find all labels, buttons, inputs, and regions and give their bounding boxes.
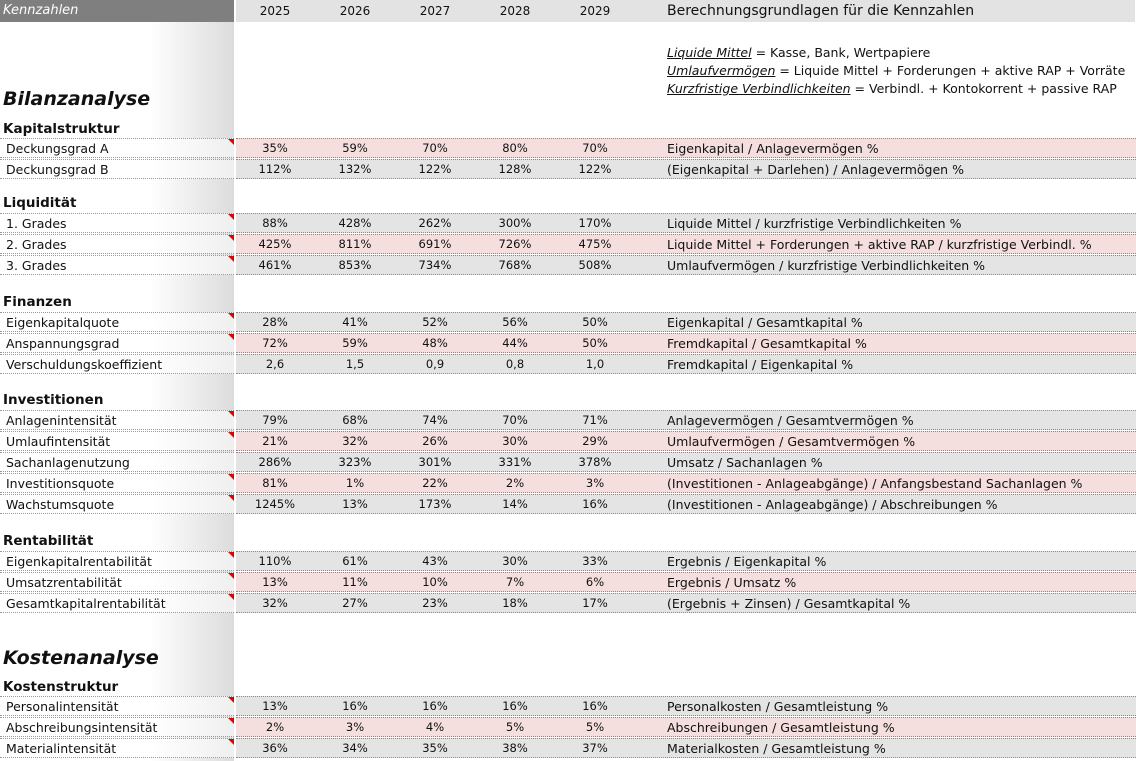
group-rentabilitaet[interactable]: Rentabilität: [3, 533, 94, 549]
row-sachanlagenutzung[interactable]: [0, 452, 1136, 472]
value-cell[interactable]: 2,6: [265, 357, 285, 371]
value-cell[interactable]: 59%: [342, 141, 368, 155]
value-cell[interactable]: 3%: [345, 720, 365, 734]
value-cell[interactable]: 132%: [338, 162, 372, 176]
formula-description[interactable]: Ergebnis / Umsatz %: [667, 575, 797, 590]
value-cell[interactable]: 16%: [582, 699, 608, 713]
comment-marker-icon[interactable]: [228, 495, 234, 501]
value-cell[interactable]: 461%: [258, 258, 292, 272]
value-cell[interactable]: 300%: [498, 216, 532, 230]
value-cell[interactable]: 1245%: [254, 497, 296, 511]
comment-marker-icon[interactable]: [228, 256, 234, 262]
value-cell[interactable]: 112%: [258, 162, 292, 176]
definition-umlaufvermoegen[interactable]: [667, 62, 1125, 80]
row-values: [236, 452, 1136, 472]
row-label[interactable]: Umlaufintensität: [0, 431, 234, 451]
value-cell[interactable]: 13%: [342, 497, 368, 511]
group-kostenstruktur[interactable]: Kostenstruktur: [3, 679, 119, 695]
value-cell[interactable]: 262%: [418, 216, 452, 230]
row-values: [236, 138, 1136, 158]
comment-marker-icon[interactable]: [228, 313, 234, 319]
value-cell[interactable]: 734%: [418, 258, 452, 272]
formula-description[interactable]: Eigenkapital / Gesamtkapital %: [667, 315, 863, 330]
row-label[interactable]: Eigenkapitalrentabilität: [0, 551, 234, 571]
year-header-2028[interactable]: 2028: [499, 4, 531, 18]
row-deckungsgrad-a[interactable]: [0, 138, 1136, 158]
value-cell[interactable]: 4%: [425, 720, 445, 734]
row-wachstumsquote[interactable]: [0, 494, 1136, 514]
row-label[interactable]: Investitionsquote: [0, 473, 234, 493]
value-cell[interactable]: 74%: [422, 413, 448, 427]
row-values: [236, 354, 1136, 374]
value-cell[interactable]: 13%: [262, 699, 288, 713]
definition-text: = Liquide Mittel + Forderungen + aktive RAP + Vorräte: [775, 63, 1126, 78]
formula-description[interactable]: Umsatz / Sachanlagen %: [667, 455, 823, 470]
value-cell[interactable]: 38%: [502, 741, 528, 755]
value-cell[interactable]: 691%: [418, 237, 452, 251]
value-cell[interactable]: 14%: [502, 497, 528, 511]
row-abschreibungsintensitaet[interactable]: [0, 717, 1136, 737]
value-cell[interactable]: 0,9: [425, 357, 445, 371]
value-cell[interactable]: 726%: [498, 237, 532, 251]
value-cell[interactable]: 59%: [342, 336, 368, 350]
row-label[interactable]: Sachanlagenutzung: [0, 452, 234, 472]
row-liquiditaet-3-grades[interactable]: [0, 255, 1136, 275]
value-cell[interactable]: 80%: [502, 141, 528, 155]
value-cell[interactable]: 79%: [262, 413, 288, 427]
definition-term: Umlaufvermögen: [667, 63, 776, 78]
definition-text: = Kasse, Bank, Wertpapiere: [751, 45, 931, 60]
comment-marker-icon[interactable]: [228, 235, 234, 241]
value-cell[interactable]: 11%: [342, 575, 368, 589]
comment-marker-icon[interactable]: [228, 718, 234, 724]
value-cell[interactable]: 72%: [262, 336, 288, 350]
year-header-2029[interactable]: 2029: [579, 4, 611, 18]
value-cell[interactable]: 70%: [422, 141, 448, 155]
value-cell[interactable]: 2%: [505, 476, 525, 490]
definition-term: Liquide Mittel: [667, 45, 752, 60]
row-values: [236, 572, 1136, 592]
value-cell[interactable]: 6%: [585, 575, 605, 589]
value-cell[interactable]: 128%: [498, 162, 532, 176]
value-cell[interactable]: 853%: [338, 258, 372, 272]
row-values: [236, 333, 1136, 353]
row-values: [236, 738, 1136, 758]
value-cell[interactable]: 10%: [422, 575, 448, 589]
value-cell[interactable]: 70%: [502, 413, 528, 427]
value-cell[interactable]: 88%: [262, 216, 288, 230]
value-cell[interactable]: 33%: [582, 554, 608, 568]
comment-marker-icon[interactable]: [228, 594, 234, 600]
value-cell[interactable]: 71%: [582, 413, 608, 427]
row-values: [236, 551, 1136, 571]
row-label[interactable]: Abschreibungsintensität: [0, 717, 234, 737]
value-cell[interactable]: 48%: [422, 336, 448, 350]
value-cell[interactable]: 1,0: [585, 357, 605, 371]
row-values: [236, 494, 1136, 514]
value-cell[interactable]: 13%: [262, 575, 288, 589]
row-umlaufintensitaet[interactable]: [0, 431, 1136, 451]
value-cell[interactable]: 173%: [418, 497, 452, 511]
value-cell[interactable]: 27%: [342, 596, 368, 610]
row-label[interactable]: 2. Grades: [0, 234, 234, 254]
value-cell[interactable]: 44%: [502, 336, 528, 350]
row-label[interactable]: Eigenkapitalquote: [0, 312, 234, 332]
value-cell[interactable]: 34%: [342, 741, 368, 755]
row-liquiditaet-1-grades[interactable]: [0, 213, 1136, 233]
row-values: [236, 213, 1136, 233]
value-cell[interactable]: 18%: [502, 596, 528, 610]
row-values: [236, 410, 1136, 430]
value-cell[interactable]: 5%: [505, 720, 525, 734]
comment-marker-icon[interactable]: [228, 697, 234, 703]
definition-kurzfristige-verbindlichkeiten[interactable]: [667, 80, 1117, 98]
comment-marker-icon[interactable]: [228, 334, 234, 340]
row-label[interactable]: Deckungsgrad B: [0, 159, 234, 179]
formula-description[interactable]: Umlaufvermögen / Gesamtvermögen %: [667, 434, 916, 449]
comment-marker-icon[interactable]: [228, 214, 234, 220]
formula-description[interactable]: Abschreibungen / Gesamtleistung %: [667, 720, 895, 735]
section-kostenanalyse[interactable]: Kostenanalyse: [3, 647, 159, 669]
value-cell[interactable]: 3%: [585, 476, 605, 490]
comment-marker-icon[interactable]: [228, 411, 234, 417]
value-cell[interactable]: 286%: [258, 455, 292, 469]
value-cell[interactable]: 16%: [422, 699, 448, 713]
row-values: [236, 717, 1136, 737]
row-values: [236, 255, 1136, 275]
formula-description[interactable]: Fremdkapital / Eigenkapital %: [667, 357, 854, 372]
value-cell[interactable]: 22%: [422, 476, 448, 490]
row-label[interactable]: Deckungsgrad A: [0, 138, 234, 158]
value-cell[interactable]: 37%: [582, 741, 608, 755]
row-investitionsquote[interactable]: [0, 473, 1136, 493]
value-cell[interactable]: 110%: [258, 554, 292, 568]
value-cell[interactable]: 32%: [262, 596, 288, 610]
row-label[interactable]: Umsatzrentabilität: [0, 572, 234, 592]
sheet-title[interactable]: Kennzahlen: [0, 0, 234, 22]
row-values: [236, 312, 1136, 332]
value-cell[interactable]: 378%: [578, 455, 612, 469]
formula-description[interactable]: Liquide Mittel / kurzfristige Verbindlichkeiten %: [667, 216, 962, 231]
row-values: [236, 431, 1136, 451]
group-kapitalstruktur[interactable]: Kapitalstruktur: [3, 121, 120, 137]
comment-marker-icon[interactable]: [228, 573, 234, 579]
definition-term: Kurzfristige Verbindlichkeiten: [667, 81, 851, 96]
year-header-2027[interactable]: 2027: [419, 4, 451, 18]
row-umsatzrentabilitaet[interactable]: [0, 572, 1136, 592]
value-cell[interactable]: 0,8: [505, 357, 525, 371]
value-cell[interactable]: 16%: [502, 699, 528, 713]
row-anlagenintensitaet[interactable]: [0, 410, 1136, 430]
formula-description[interactable]: Anlagevermögen / Gesamtvermögen %: [667, 413, 914, 428]
value-cell[interactable]: 68%: [342, 413, 368, 427]
formula-description[interactable]: Eigenkapital / Anlagevermögen %: [667, 141, 879, 156]
value-cell[interactable]: 50%: [582, 336, 608, 350]
row-label[interactable]: 1. Grades: [0, 213, 234, 233]
value-cell[interactable]: 811%: [338, 237, 372, 251]
formula-description[interactable]: Fremdkapital / Gesamtkapital %: [667, 336, 867, 351]
row-label[interactable]: Verschuldungskoeffizient: [0, 354, 234, 374]
comment-marker-icon[interactable]: [228, 474, 234, 480]
value-cell[interactable]: 52%: [422, 315, 448, 329]
value-cell[interactable]: 425%: [258, 237, 292, 251]
value-cell[interactable]: 475%: [578, 237, 612, 251]
description-header[interactable]: Berechnungsgrundlagen für die Kennzahlen: [667, 3, 975, 19]
row-label[interactable]: Anspannungsgrad: [0, 333, 234, 353]
value-cell[interactable]: 23%: [422, 596, 448, 610]
value-cell[interactable]: 768%: [498, 258, 532, 272]
value-cell[interactable]: 56%: [502, 315, 528, 329]
value-cell[interactable]: 16%: [582, 497, 608, 511]
section-bilanzanalyse[interactable]: Bilanzanalyse: [3, 88, 151, 110]
value-cell[interactable]: 331%: [498, 455, 532, 469]
value-cell[interactable]: 323%: [338, 455, 372, 469]
comment-marker-icon[interactable]: [228, 432, 234, 438]
value-cell[interactable]: 70%: [582, 141, 608, 155]
comment-marker-icon[interactable]: [228, 139, 234, 145]
value-cell[interactable]: 32%: [342, 434, 368, 448]
value-cell[interactable]: 2%: [265, 720, 285, 734]
value-cell[interactable]: 5%: [585, 720, 605, 734]
value-cell[interactable]: 301%: [418, 455, 452, 469]
formula-description[interactable]: Umlaufvermögen / kurzfristige Verbindlichkeiten %: [667, 258, 986, 273]
definition-text: = Verbindl. + Kontokorrent + passive RAP: [850, 81, 1117, 96]
row-liquiditaet-2-grades[interactable]: [0, 234, 1136, 254]
year-header-2025[interactable]: 2025: [259, 4, 291, 18]
formula-description[interactable]: Personalkosten / Gesamtleistung %: [667, 699, 889, 714]
comment-marker-icon[interactable]: [228, 552, 234, 558]
row-label[interactable]: Materialintensität: [0, 738, 234, 758]
formula-description[interactable]: (Investitionen - Anlageabgänge) / Abschreibungen %: [667, 497, 998, 512]
row-personalintensitaet[interactable]: [0, 696, 1136, 716]
value-cell[interactable]: 17%: [582, 596, 608, 610]
row-eigenkapitalquote[interactable]: [0, 312, 1136, 332]
value-cell[interactable]: 36%: [262, 741, 288, 755]
value-cell[interactable]: 508%: [578, 258, 612, 272]
formula-description[interactable]: (Eigenkapital + Darlehen) / Anlagevermögen %: [667, 162, 964, 177]
group-investitionen[interactable]: Investitionen: [3, 392, 104, 408]
column-separator: [234, 0, 236, 761]
value-cell[interactable]: 16%: [342, 699, 368, 713]
group-finanzen[interactable]: Finanzen: [3, 294, 72, 310]
row-materialintensitaet[interactable]: [0, 738, 1136, 758]
value-cell[interactable]: 61%: [342, 554, 368, 568]
value-cell[interactable]: 21%: [262, 434, 288, 448]
value-cell[interactable]: 81%: [262, 476, 288, 490]
value-cell[interactable]: 170%: [578, 216, 612, 230]
value-cell[interactable]: 35%: [262, 141, 288, 155]
formula-description[interactable]: Materialkosten / Gesamtleistung %: [667, 741, 886, 756]
value-cell[interactable]: 122%: [578, 162, 612, 176]
row-values: [236, 696, 1136, 716]
row-gesamtkapitalrentabilitaet[interactable]: [0, 593, 1136, 613]
row-eigenkapitalrentabilitaet[interactable]: [0, 551, 1136, 571]
value-cell[interactable]: 1%: [345, 476, 365, 490]
value-cell[interactable]: 428%: [338, 216, 372, 230]
row-values: [236, 159, 1136, 179]
value-cell[interactable]: 41%: [342, 315, 368, 329]
definition-liquide-mittel[interactable]: [667, 44, 930, 62]
row-label[interactable]: Anlagenintensität: [0, 410, 234, 430]
row-values: [236, 473, 1136, 493]
row-values: [236, 234, 1136, 254]
value-cell[interactable]: 29%: [582, 434, 608, 448]
value-cell[interactable]: 30%: [502, 434, 528, 448]
row-label[interactable]: Wachstumsquote: [0, 494, 234, 514]
formula-description[interactable]: Liquide Mittel + Forderungen + aktive RAP / kurzfristige Verbindl. %: [667, 237, 1092, 252]
row-anspannungsgrad[interactable]: [0, 333, 1136, 353]
value-cell[interactable]: 28%: [262, 315, 288, 329]
row-label[interactable]: Gesamtkapitalrentabilität: [0, 593, 234, 613]
group-liquiditaet[interactable]: Liquidität: [3, 195, 77, 211]
row-deckungsgrad-b[interactable]: [0, 159, 1136, 179]
formula-description[interactable]: Ergebnis / Eigenkapital %: [667, 554, 827, 569]
value-cell[interactable]: 1,5: [345, 357, 365, 371]
formula-description[interactable]: (Ergebnis + Zinsen) / Gesamtkapital %: [667, 596, 911, 611]
row-verschuldungskoeffizient[interactable]: [0, 354, 1136, 374]
value-cell[interactable]: 30%: [502, 554, 528, 568]
row-values: [236, 593, 1136, 613]
value-cell[interactable]: 26%: [422, 434, 448, 448]
comment-marker-icon[interactable]: [228, 739, 234, 745]
value-cell[interactable]: 50%: [582, 315, 608, 329]
value-cell[interactable]: 43%: [422, 554, 448, 568]
year-header-2026[interactable]: 2026: [339, 4, 371, 18]
formula-description[interactable]: (Investitionen - Anlageabgänge) / Anfangsbestand Sachanlagen %: [667, 476, 1083, 491]
value-cell[interactable]: 122%: [418, 162, 452, 176]
row-label[interactable]: Personalintensität: [0, 696, 234, 716]
row-label[interactable]: 3. Grades: [0, 255, 234, 275]
value-cell[interactable]: 7%: [505, 575, 525, 589]
value-cell[interactable]: 35%: [422, 741, 448, 755]
